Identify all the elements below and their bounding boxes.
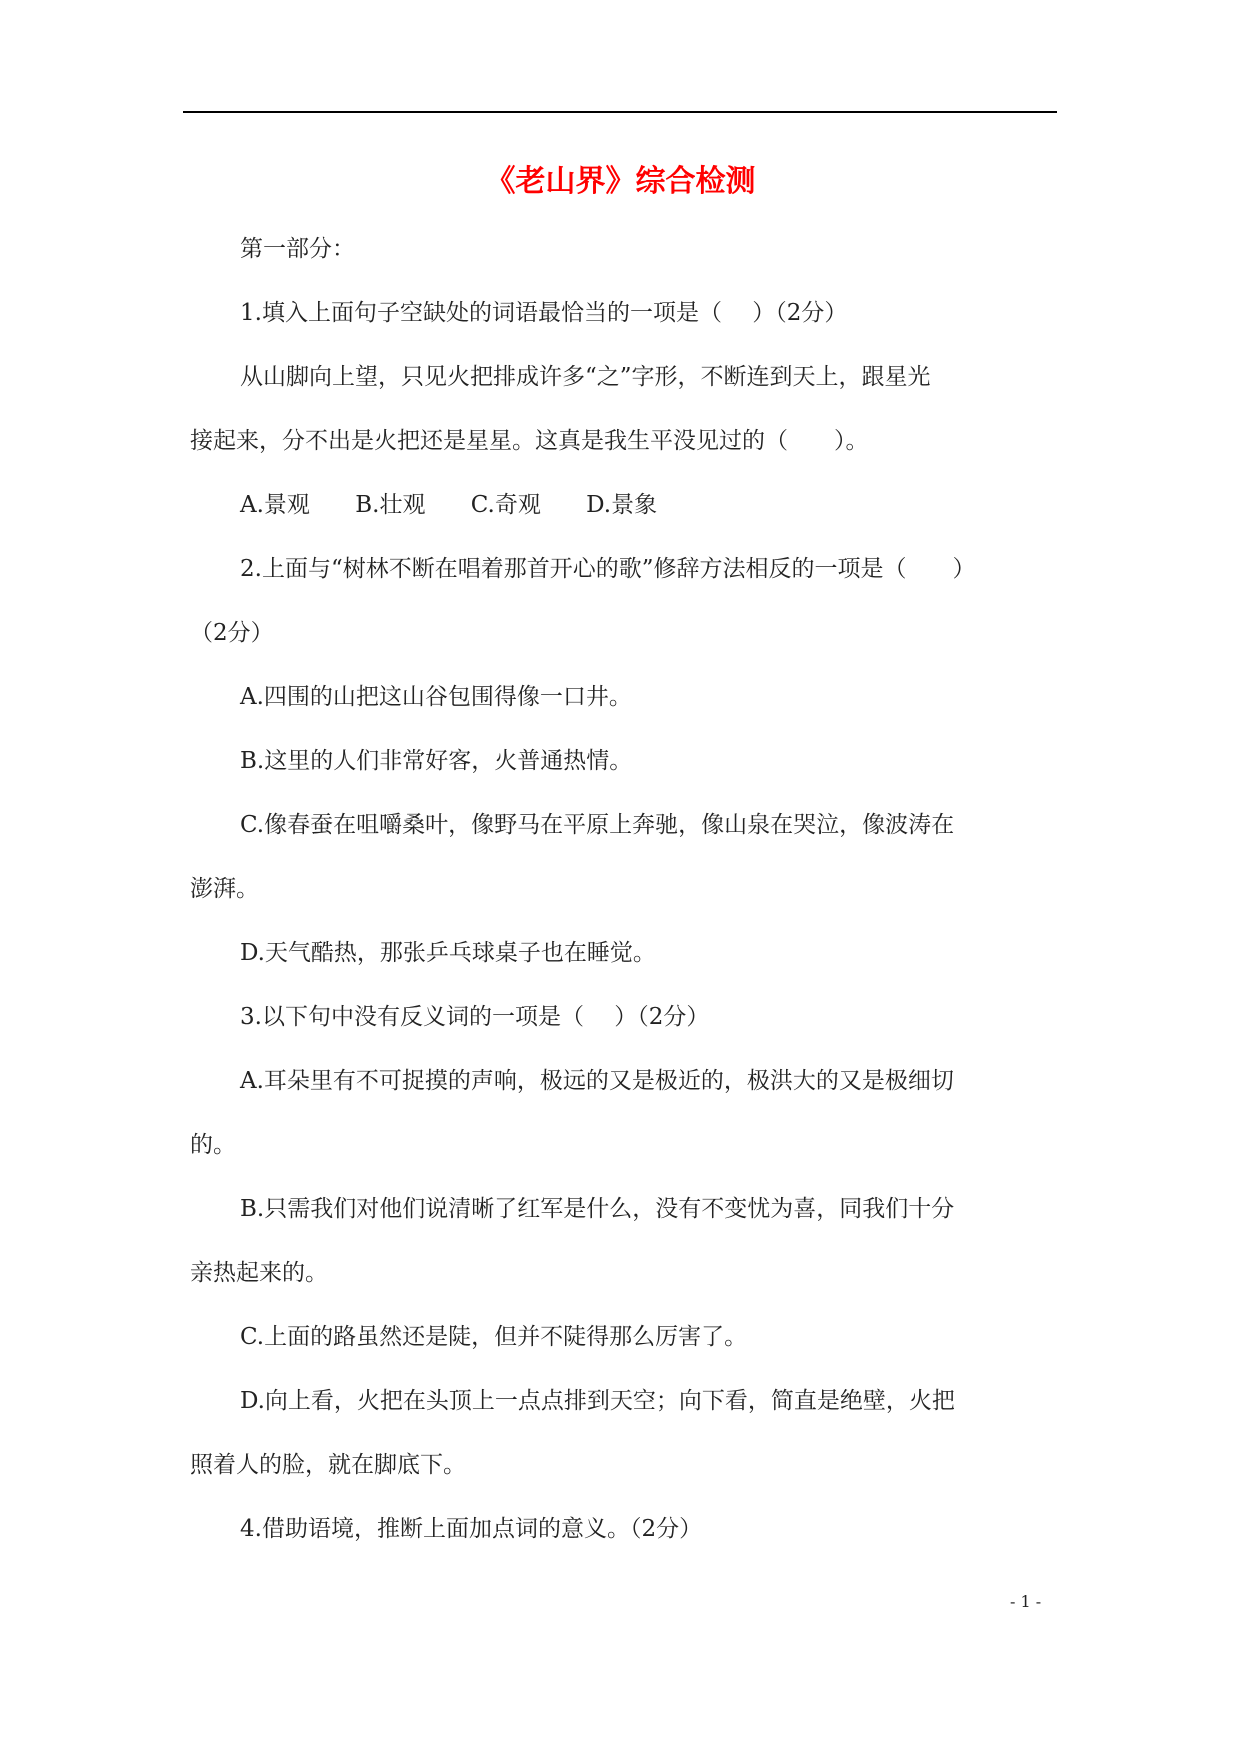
- section-heading: 第一部分：: [240, 236, 355, 262]
- q3-option-a-line2: 的。: [190, 1132, 236, 1158]
- q3-option-a-line1: A.耳朵里有不可捉摸的声响，极远的又是极近的，极洪大的又是极细切: [240, 1068, 954, 1094]
- q1-option-b: B.壮观: [355, 492, 426, 518]
- q3-option-d-line2: 照着人的脸，就在脚底下。: [190, 1452, 466, 1478]
- q1-option-c: C.奇观: [470, 492, 541, 518]
- q2-option-c-line1: C.像春蚕在咀嚼桑叶，像野马在平原上奔驰，像山泉在哭泣，像波涛在: [240, 812, 955, 838]
- page-title: 《老山界》综合检测: [485, 164, 756, 199]
- q4-stem: 4.借助语境，推断上面加点词的意义。（2分）: [240, 1516, 703, 1542]
- q3-option-d-line1: D.向上看，火把在头顶上一点点排到天空；向下看，简直是绝壁，火把: [240, 1388, 955, 1414]
- q2-option-d: D.天气酷热，那张乒乓球桌子也在睡觉。: [240, 940, 656, 966]
- q1-passage-line2: 接起来，分不出是火把还是星星。这真是我生平没见过的（ ）。: [190, 428, 869, 454]
- q3-option-b-line2: 亲热起来的。: [190, 1260, 328, 1286]
- q1-options: [240, 486, 1140, 524]
- q2-option-b: B.这里的人们非常好客，火普通热情。: [240, 748, 633, 774]
- page-number: - 1 -: [1010, 1592, 1042, 1611]
- q1-option-d: D.景象: [586, 492, 658, 518]
- q2-option-a: A.四围的山把这山谷包围得像一口井。: [240, 684, 632, 710]
- q1-option-a: A.景观: [240, 492, 310, 518]
- q3-option-b-line1: B.只需我们对他们说清晰了红军是什么，没有不变忧为喜，同我们十分: [240, 1196, 955, 1222]
- q2-option-c-line2: 澎湃。: [190, 876, 259, 902]
- q2-stem-line2: （2分）: [190, 620, 274, 646]
- q3-option-c: C.上面的路虽然还是陡，但并不陡得那么厉害了。: [240, 1324, 748, 1350]
- q1-passage-line1: 从山脚向上望，只见火把排成许多“之”字形，不断连到天上，跟星光: [240, 364, 931, 390]
- header-rule: [183, 111, 1057, 113]
- q1-stem: 1.填入上面句子空缺处的词语最恰当的一项是（ ）（2分）: [240, 300, 848, 326]
- q2-stem-line1: 2.上面与“树林不断在唱着那首开心的歌”修辞方法相反的一项是（ ）: [240, 556, 976, 582]
- q3-stem: 3.以下句中没有反义词的一项是（ ）（2分）: [240, 1004, 710, 1030]
